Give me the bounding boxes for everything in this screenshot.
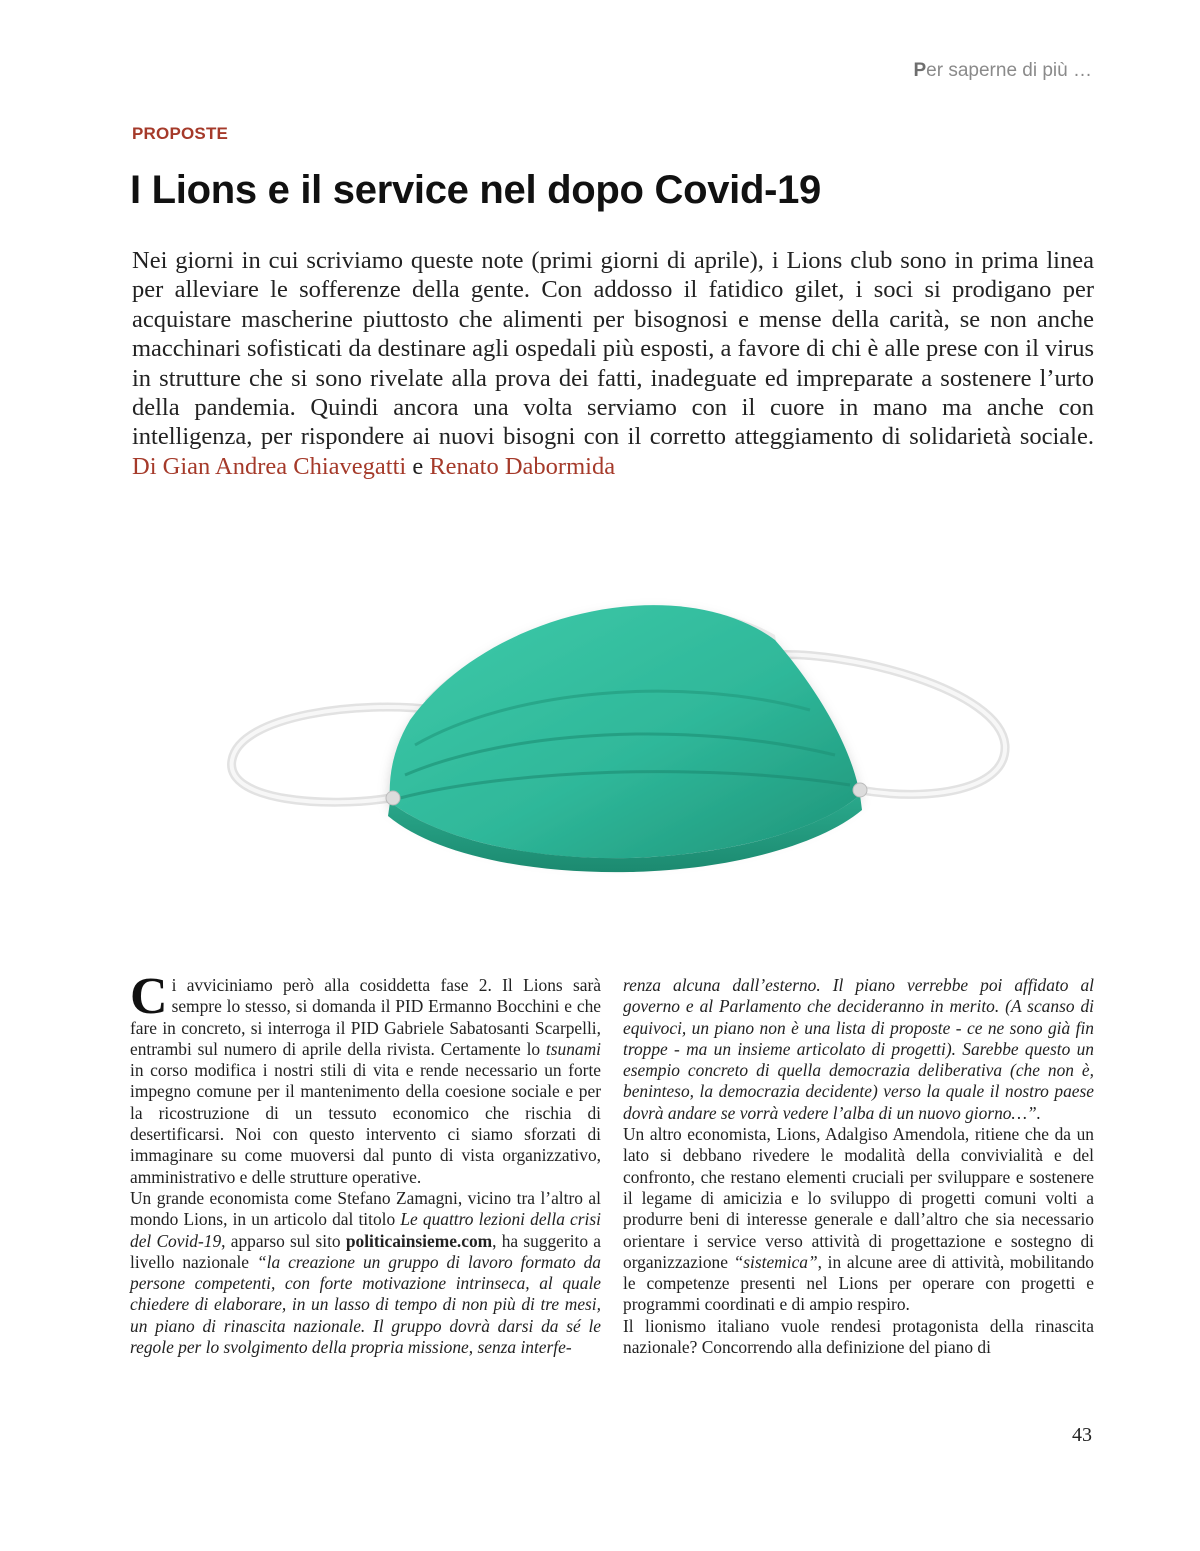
running-header-text: er saperne di più … (926, 60, 1092, 81)
body-text: , apparso sul sito (221, 1230, 341, 1251)
body-paragraph (130, 968, 601, 1188)
body-italic: “sistemica” (733, 1251, 818, 1272)
article-body (130, 968, 1094, 1358)
body-paragraph (623, 1124, 1094, 1316)
website-name: politicainsieme.com (345, 1230, 493, 1251)
author-second: Renato Dabormida (429, 452, 616, 480)
quotation: renza alcuna dall’esterno. Il piano verrebbe poi affidato al governo e al Parlamento che decideranno in merito. (A scanso di equivoci, un piano non è una lista di proposte - ce ne sono già fin troppe - ma un insieme articolato di progetti). Sarebbe questo un esempio concreto di quella democrazia deliberativa (che non è, beninteso, la democrazia decidente) verso la quale il nostro paese dovrà andare se vorrà vedere l’alba di un nuovo giorno…”. (623, 975, 1094, 1123)
author-first: Di Gian Andrea Chiavegatti (132, 452, 407, 480)
surgical-mask-image (210, 540, 1020, 880)
body-text: Il lionismo italiano vuole rendesi protagonista della rinascita nazionale? Concorrendo alla definizione del piano di (623, 1315, 1094, 1358)
article-lead (132, 246, 1094, 481)
drop-cap: C (130, 968, 168, 1025)
article-title: I Lions e il service nel dopo Covid-19 (130, 168, 822, 212)
body-text: Un grande economista come Stefano Zamagni, vicino tra l’altro al mondo Lions, in un articolo dal titolo (130, 1187, 601, 1230)
running-header-initial: P (913, 60, 927, 81)
mask-body (390, 605, 860, 858)
author-join: e (412, 452, 424, 480)
body-italic: tsunami (545, 1038, 601, 1059)
body-paragraph (623, 975, 1094, 1124)
body-paragraph (623, 1316, 1094, 1359)
page-number: 43 (1072, 1424, 1092, 1446)
body-column-left (130, 968, 601, 1358)
body-paragraph (130, 1188, 601, 1358)
lead-text: Nei giorni in cui scriviamo queste note (primi giorni di aprile), i Lions club sono in prima linea per alleviare le sofferenze della gente. Con addosso il fatidico gilet, i soci si prodigano per acquistare mascherine piuttosto che alimenti per bisognosi e mense della carità, se non anche macchinari sofisticati da destinare agli ospedali più esposti, a favore di chi è alle prese con il virus in strutture che si sono rivelate alla prova dei fatti, inadeguate ed impreparate a sostenere l’urto della pandemia. Quindi ancora una volta serviamo con il cuore in mano ma anche con intelligenza, per rispondere ai nuovi bisogni con il corretto atteggiamento di solidarietà sociale. (132, 247, 1094, 451)
quotation: “la creazione un gruppo di lavoro formato da persone competenti, con forte motivazione intrinseca, al quale chiedere di elaborare, in un lasso di tempo di non più di tre mesi, un piano di rinascita nazionale. Il gruppo dovrà darsi da sé le regole per lo svolgimento della propria missione, senza interfe- (130, 1251, 601, 1358)
section-tag: PROPOSTE (132, 124, 229, 143)
body-text: i avviciniamo però alla cosiddetta fase 2. Il Lions sarà sempre lo stesso, si domanda il PID Ermanno Bocchini e che fare in concreto, si interroga il PID Gabriele Sabatosanti Scarpelli, entrambi sul numero di aprile della rivista. Certamente lo (130, 975, 601, 1059)
body-column-right (623, 975, 1094, 1358)
left-strap-joint (386, 791, 400, 805)
body-text: Un altro economista, Lions, Adalgiso Amendola, ritiene che da un lato si debbano rivedere le modalità della convivialità e del confronto, che restano elementi cruciali per sviluppare e sostenere il legame di amicizia e lo sviluppo di progetti comuni volti a produrre beni di interesse generale e dall’altro che sia necessario orientare i service verso attività di progettazione e sostegno di organizzazione (623, 1124, 1094, 1272)
running-header (913, 60, 1092, 82)
body-text: , in alcune aree di attività, mobilitando le competenze presenti nel Lions per operare con progetti e programmi coordinati e di ampio respiro. (623, 1251, 1094, 1315)
mask-illustration (210, 540, 1020, 880)
body-text: , ha suggerito a livello nazionale (130, 1230, 601, 1272)
body-text: in corso modifica i nostri stili di vita e rende necessario un forte impegno comune per il mantenimento della coesione sociale e per la ricostruzione di un tessuto economico che rischia di desertificarsi. Noi con questo intervento ci siamo sforzati di immaginare su come muoversi dal punto di vista organizzativo, amministrativo e delle strutture operative. (130, 1060, 601, 1187)
right-strap-joint (853, 783, 867, 797)
article-reference-title: Le quattro lezioni della crisi del Covid-19 (130, 1209, 601, 1251)
